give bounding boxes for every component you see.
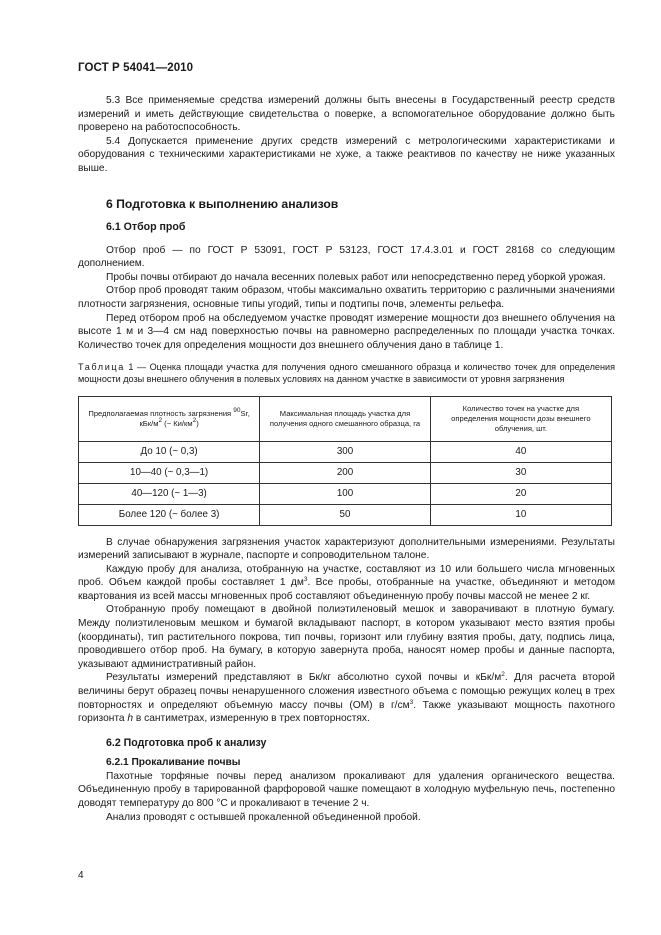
table-row	[79, 441, 612, 462]
paragraph-results-units: Результаты измерений представляют в Бк/кг абсолютно сухой почвы и кБк/$м^2$. Для расчета второй величины берут образец почвы ненарушенного сложения известного объема с помощью режущих колец в трех повторностях и определяют объемную массу почвы (ОМ) в $г/см^3$. Также указывают мощность пахотного горизонта h в сантиметрах, измеренную в трех повторностях.	[78, 671, 615, 725]
table-cell: 40—120 (~ 1—3)	[79, 483, 260, 504]
subsection-6-1-heading: 6.1 Отбор проб	[106, 220, 186, 233]
paragraph-dose-measurement: Перед отбором проб на обследуемом участке проводят измерение мощности доз внешнего облучения на высоте 1 м и 3—4 см над поверхностью почвы на равномерно распределенных по площади участка точках. Количество точек для определения мощности доз внешнего облучения дано в таблице 1.	[78, 312, 615, 351]
table-1	[78, 396, 612, 526]
table-cell: 30	[430, 462, 611, 483]
table-row	[79, 504, 612, 525]
table-cell: До 10 (~ 0,3)	[79, 441, 260, 462]
table-header-area: Максимальная площадь участка для получения одного смешанного образца, га	[260, 396, 431, 441]
table-header-row	[79, 396, 612, 441]
paragraph-sample-composition: Каждую пробу для анализа, отобранную на участке, составляют из 10 или большего числа мгновенных проб. Объем каждой пробы составляет 1 $дм^3$. Все пробы, отобранные на участке, объединяют и методом квартования из всей массы мгновенных проб составляют объединенную пробу почвы массой не менее 2 кг.	[78, 563, 615, 602]
table-header-points: Количество точек на участке для определения мощности дозы внешнего облучения, шт.	[430, 396, 611, 441]
page-number: 4	[78, 870, 84, 881]
table-caption-word: Таблица	[78, 362, 125, 373]
table-cell: 50	[260, 504, 431, 525]
section-6-heading: 6 Подготовка к выполнению анализов	[106, 196, 339, 211]
table-row	[79, 483, 612, 504]
paragraph-sampling-coverage: Отбор проб проводят таким образом, чтобы максимально охватить территорию с различными значениями плотности загрязнения, основные типы угодий, типы и подтипы почв, элементы рельефа.	[78, 285, 615, 310]
table-1-caption	[78, 362, 615, 385]
table-cell: 10—40 (~ 0,3—1)	[79, 462, 260, 483]
table-cell: 100	[260, 483, 431, 504]
paragraph-sample-packaging: Отобранную пробу помещают в двойной полиэтиленовый мешок и заворачивают в плотную бумагу. Между полиэтиленовым мешком и бумагой вкладывают паспорт, в котором указывают место взятия пробы (координаты), тип растительного покрова, тип почвы, горизонт или глубину взятия пробы, дату, подпись лица, проводившего отбор проб. На бумагу, в которую завернута проба, наносят номер пробы и данные паспорта, указывают административный район.	[78, 604, 615, 670]
table-row	[79, 462, 612, 483]
paragraph-sampling-time: Пробы почвы отбирают до начала весенних полевых работ или непосредственно перед уборкой урожая.	[106, 271, 606, 283]
table-cell: 200	[260, 462, 431, 483]
table-cell: 10	[430, 504, 611, 525]
table-cell: 20	[430, 483, 611, 504]
subsection-6-2-1-heading: 6.2.1 Прокаливание почвы	[106, 756, 241, 768]
table-cell: 40	[430, 441, 611, 462]
table-caption-text: 1 — Оценка площади участка для получения одного смешанного образца и количество точек для определения мощности дозы внешнего облучения в полевых условиях на данном участке в зависимости от уровня загрязнения	[78, 362, 615, 384]
paragraph-5-3: 5.3 Все применяемые средства измерений должны быть внесены в Государственный реестр средств измерений и иметь действующие свидетельства о поверке, а вспомогательное оборудование должно быть проверено на работоспособность.	[78, 95, 615, 134]
page-content	[78, 94, 615, 824]
paragraph-sampling-standards: Отбор проб — по ГОСТ Р 53091, ГОСТ Р 53123, ГОСТ 17.4.3.01 и ГОСТ 28168 со следующим дополнением.	[78, 244, 615, 270]
subsection-6-2-heading: 6.2 Подготовка проб к анализу	[106, 736, 267, 749]
table-cell: 300	[260, 441, 431, 462]
paragraph-calcination: Пахотные торфяные почвы перед анализом прокаливают для удаления органического вещества. Объединенную пробу в тарированной фарфоровой чашке помещают в холодную муфельную печь, постепенно доводят температуру до 800 °С и прокаливают в течение 2 ч.	[78, 770, 615, 809]
paragraph-contamination-found: В случае обнаружения загрязнения участок характеризуют дополнительными измерениями. Результаты измерений записывают в журнале, паспорте и сопроводительном талоне.	[78, 536, 615, 562]
document-header: ГОСТ Р 54041—2010	[78, 62, 194, 74]
table-header-density: Предполагаемая плотность загрязнения $^{90}$Sr, кБк/$м^2$ (~ $Ки/км^2$)	[79, 396, 260, 441]
paragraph-5-4: 5.4 Допускается применение других средств измерений с метрологическими характеристиками и оборудования с техническими характеристиками не хуже, а также реактивов по качеству не ниже указанных выше.	[78, 135, 615, 174]
paragraph-analysis: Анализ проводят с остывшей прокаленной объединенной пробой.	[106, 811, 421, 823]
table-cell: Более 120 (~ более 3)	[79, 504, 260, 525]
